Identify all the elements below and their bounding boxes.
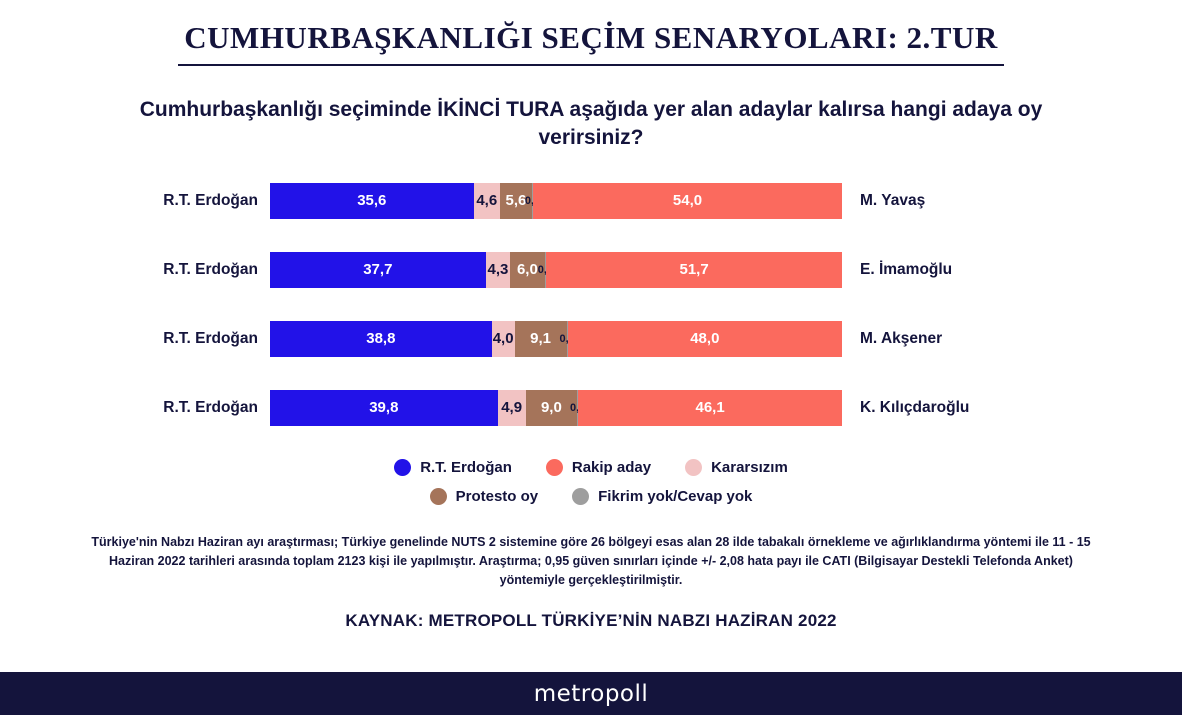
metropoll-logo: metropoll <box>533 680 649 707</box>
legend-item <box>430 488 539 505</box>
row-label-right: M. Akşener <box>860 329 943 347</box>
row-label-left: R.T. Erdoğan <box>163 191 258 209</box>
footer-bar <box>0 672 1182 715</box>
legend-label: Rakip aday <box>571 458 652 476</box>
title-container <box>0 0 1182 66</box>
row-label-right: M. Yavaş <box>860 191 926 209</box>
chart-legend <box>0 459 1182 505</box>
row-label-right: K. Kılıçdaroğlu <box>860 398 970 416</box>
bar-segment: 51,7 <box>546 252 842 288</box>
legend-label: Protesto oy <box>455 487 539 505</box>
bar-segment: 54,0 <box>533 183 842 219</box>
page-title: CUMHURBAŞKANLIĞI SEÇİM SENARYOLARI: 2.TUR <box>178 20 1003 66</box>
bar-segment: 4,3 <box>486 252 511 288</box>
bar-segment: 9,0 <box>526 390 577 426</box>
legend-swatch-icon <box>546 459 563 476</box>
stacked-bar <box>270 183 842 219</box>
bar-segment: 6,0 <box>510 252 544 288</box>
legend-item <box>685 459 788 476</box>
legend-item <box>572 488 752 505</box>
survey-question: Cumhurbaşkanlığı seçiminde İKİNCİ TURA aşağıda yer alan adaylar kalırsa hangi adaya oy verirsiniz? <box>139 98 1043 150</box>
legend-swatch-icon <box>685 459 702 476</box>
legend-label: Fikrim yok/Cevap yok <box>598 487 753 505</box>
legend-label: Kararsızım <box>711 458 788 476</box>
bar-segment: 9,1 <box>515 321 567 357</box>
chart-row <box>0 390 1182 426</box>
legend-row-primary <box>394 459 788 476</box>
source-line: KAYNAK: METROPOLL TÜRKİYE’NİN NABZI HAZİRAN 2022 <box>345 610 837 630</box>
stacked-bar <box>270 321 842 357</box>
row-label-left: R.T. Erdoğan <box>163 260 258 278</box>
bar-segment: 39,8 <box>270 390 498 426</box>
legend-swatch-icon <box>430 488 447 505</box>
methodology-note: Türkiye'nin Nabzı Haziran ayı araştırması; Türkiye genelinde NUTS 2 sistemine göre 26 bölgeyi esas alan 28 ilde tabakalı örnekleme ve ağırlıklandırma yöntemi ile 11 - 15 Haziran 2022 tarihleri arasında toplam 2123 kişi ile yapılmıştır. Araştırma; 0,95 güven sınırları içinde +/- 2,08 hata payı ile CATI (Bilgisayar Destekli Telefonda Anket) yöntemiyle gerçekleştirilmiştir. <box>91 534 1091 588</box>
bar-segment: 46,1 <box>578 390 842 426</box>
bar-segment: 37,7 <box>270 252 486 288</box>
bar-segment: 4,6 <box>474 183 500 219</box>
legend-swatch-icon <box>394 459 411 476</box>
row-label-left: R.T. Erdoğan <box>163 329 258 347</box>
bar-segment: 4,0 <box>492 321 515 357</box>
stacked-bar-chart <box>0 183 1182 426</box>
row-label-right: E. İmamoğlu <box>860 260 953 278</box>
legend-row-secondary <box>430 488 753 505</box>
bar-segment: 48,0 <box>568 321 842 357</box>
legend-label: R.T. Erdoğan <box>420 458 512 476</box>
bar-segment: 5,6 <box>500 183 532 219</box>
row-label-left: R.T. Erdoğan <box>163 398 258 416</box>
bar-segment: 35,6 <box>270 183 474 219</box>
legend-swatch-icon <box>572 488 589 505</box>
bar-segment: 4,9 <box>498 390 526 426</box>
chart-row <box>0 252 1182 288</box>
legend-item <box>546 459 651 476</box>
stacked-bar <box>270 390 842 426</box>
bar-segment: 38,8 <box>270 321 492 357</box>
legend-item <box>394 459 512 476</box>
chart-row <box>0 321 1182 357</box>
stacked-bar <box>270 252 842 288</box>
chart-row <box>0 183 1182 219</box>
